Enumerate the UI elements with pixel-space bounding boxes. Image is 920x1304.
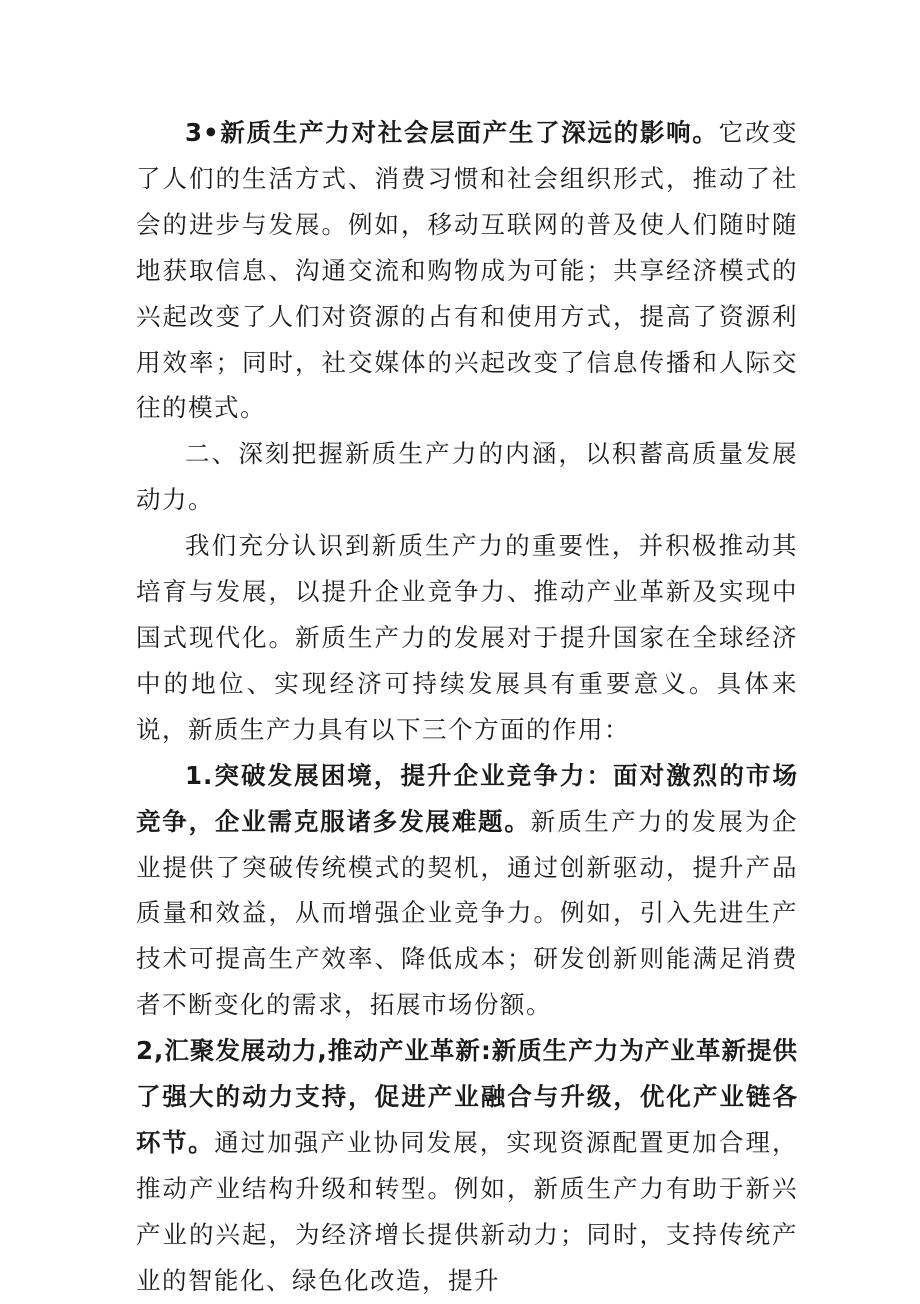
paragraph-social-impact <box>136 110 798 431</box>
paragraph-importance <box>136 523 798 753</box>
paragraph-body: 新质生产力的发展为企业提供了突破传统模式的契机，通过创新驱动，提升产品质量和效益，从而增强企业竞争力。例如，引入先进生产技术可提高生产效率、降低成本；研发创新则能满足消费者不断变化的需求，拓展市场份额。 <box>136 806 798 1020</box>
paragraph-body: 它改变了人们的生活方式、消费习惯和社会组织形式，推动了社会的进步与发展。例如，移动互联网的普及使人们随时随地获取信息、沟通交流和购物成为可能；共享经济模式的兴起改变了人们对资源的占有和使用方式，提高了资源利用效率；同时，社交媒体的兴起改变了信息传播和人际交往的模式。 <box>136 118 798 423</box>
paragraph-point-1 <box>136 753 798 1028</box>
paragraph-point-2 <box>136 1028 798 1303</box>
section-heading-2 <box>136 431 798 523</box>
paragraph-body: 通过加强产业协同发展，实现资源配置更加合理，推动产业结构升级和转型。例如，新质生产力有助于新兴产业的兴起，为经济增长提供新动力；同时，支持传统产业的智能化、绿色化改造，提升 <box>136 1127 798 1295</box>
paragraph-body: 我们充分认识到新质生产力的重要性，并积极推动其培育与发展，以提升企业竞争力、推动产业革新及实现中国式现代化。新质生产力的发展对于提升国家在全球经济中的地位、实现经济可持续发展具有重要意义。具体来说，新质生产力具有以下三个方面的作用： <box>136 531 798 744</box>
paragraph-body: 二、深刻把握新质生产力的内涵，以积蓄高质量发展动力。 <box>136 439 798 515</box>
paragraph-lead: 2,汇聚发展动力,推动产业革新:新质生产力为产业革新提供了强大的动力支持，促进产业融合与升级，优化产业链各环节。 <box>136 1036 798 1157</box>
paragraph-lead: 1.突破发展困境，提升企业竞争力：面对激烈的市场竞争，企业需克服诸多发展难题。 <box>136 760 798 836</box>
paragraph-lead: 3•新质生产力对社会层面产生了深远的影响。 <box>185 118 719 147</box>
